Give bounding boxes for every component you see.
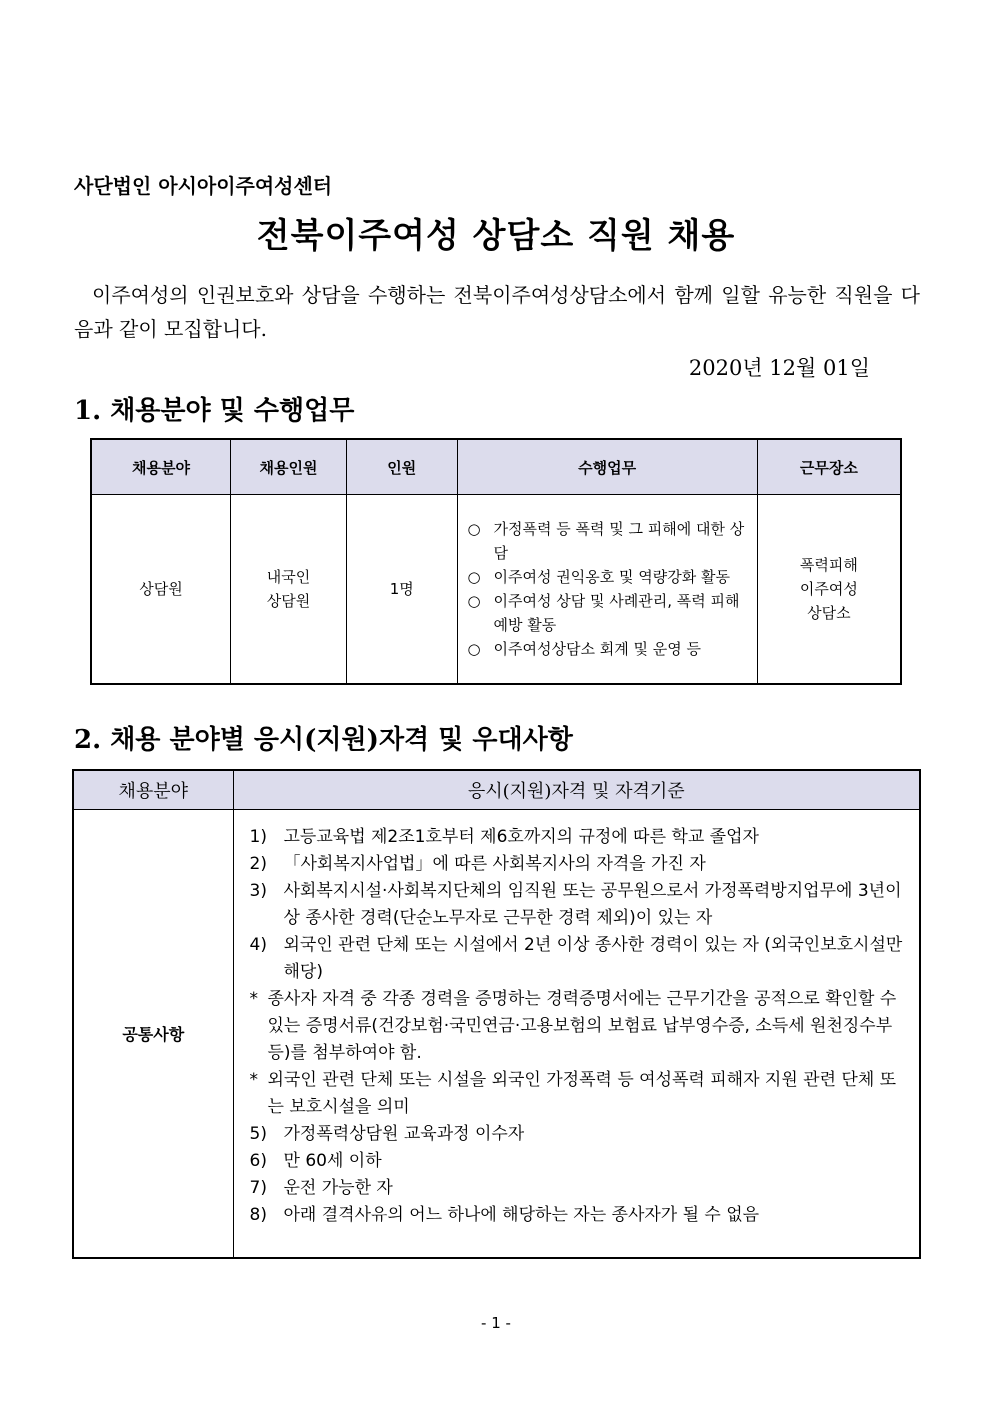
page-number: - 1 - [481,1314,511,1332]
cell-duties [457,495,757,685]
duty-item: ○ 이주여성 권익옹호 및 역량강화 활동 [468,565,749,589]
cell-qualifications [233,810,920,1259]
qualification-item: 3) 사회복지시설·사회복지단체의 임직원 또는 공무원으로서 가정폭력방지업무에 3년이상 종사한 경력(단순노무자로 근무한 경력 제외)이 있는 자 [249,881,902,928]
cell-common-label: 공통사항 [73,810,233,1259]
intro-paragraph: 이주여성의 인권보호와 상담을 수행하는 전북이주여성상담소에서 함께 일할 유능한 직원을 다음과 같이 모집합니다. [74,283,920,341]
organization-name: 사단법인 아시아이주여성센터 [74,174,333,198]
recruitment-table [90,438,902,685]
cell-field: 상담원 [91,495,231,685]
duty-item: ○ 이주여성 상담 및 사례관리, 폭력 피해 예방 활동 [468,589,749,637]
header-field: 채용분야 [91,439,231,495]
table-header-row [73,770,920,810]
cell-place: 폭력피해 이주여성 상담소 [757,495,901,685]
circle-bullet-icon: ○ [467,640,481,658]
announcement-date: 2020년 12월 01일 [688,356,870,380]
duty-item: ○ 이주여성상담소 회계 및 운영 등 [468,637,749,661]
page-title: 전북이주여성 상담소 직원 채용 [256,216,736,256]
qualification-item: 8) 아래 결격사유의 어느 하나에 해당하는 자는 종사자가 될 수 없음 [249,1205,760,1225]
header-type: 채용인원 [231,439,347,495]
duty-item: ○ 가정폭력 등 폭력 및 그 피해에 대한 상담 [468,517,749,565]
cell-type: 내국인 상담원 [231,495,347,685]
qualification-note: * 외국인 관련 단체 또는 시설을 외국인 가정폭력 등 여성폭력 피해자 지원 관련 단체 또는 보호시설을 의미 [249,1070,897,1117]
header-duties: 수행업무 [457,439,757,495]
table-row [91,495,901,685]
section2-heading: 2. 채용 분야별 응시(지원)자격 및 우대사항 [74,725,573,755]
qualification-item: 5) 가정폭력상담원 교육과정 이수자 [249,1124,525,1144]
qualification-note: * 종사자 자격 중 각종 경력을 증명하는 경력증명서에는 근무기간을 공적으로 확인할 수 있는 증명서류(건강보험·국민연금·고용보험의 보험료 납부영수증, 소득세 원천징수부 등)를 첨부하여야 함. [249,989,897,1063]
qualification-table [72,769,921,1259]
qualification-item: 2) 「사회복지사업법」에 따른 사회복지사의 자격을 가진 자 [249,854,706,874]
header-place: 근무장소 [757,439,901,495]
table-header-row [91,439,901,495]
cell-count: 1명 [346,495,457,685]
circle-bullet-icon: ○ [467,520,481,538]
header-qualifications: 응시(지원)자격 및 자격기준 [233,770,920,810]
qualification-item: 6) 만 60세 이하 [249,1151,382,1171]
qualification-item: 1) 고등교육법 제2조1호부터 제6호까지의 규정에 따른 학교 졸업자 [249,827,759,847]
circle-bullet-icon: ○ [467,592,481,610]
header-count: 인원 [346,439,457,495]
circle-bullet-icon: ○ [467,568,481,586]
header-field: 채용분야 [73,770,233,810]
qualification-item: 7) 운전 가능한 자 [249,1178,393,1198]
section1-heading: 1. 채용분야 및 수행업무 [74,396,355,426]
table-row [73,810,920,1259]
qualification-item: 4) 외국인 관련 단체 또는 시설에서 2년 이상 종사한 경력이 있는 자 (외국인보호시설만 해당) [249,935,903,982]
